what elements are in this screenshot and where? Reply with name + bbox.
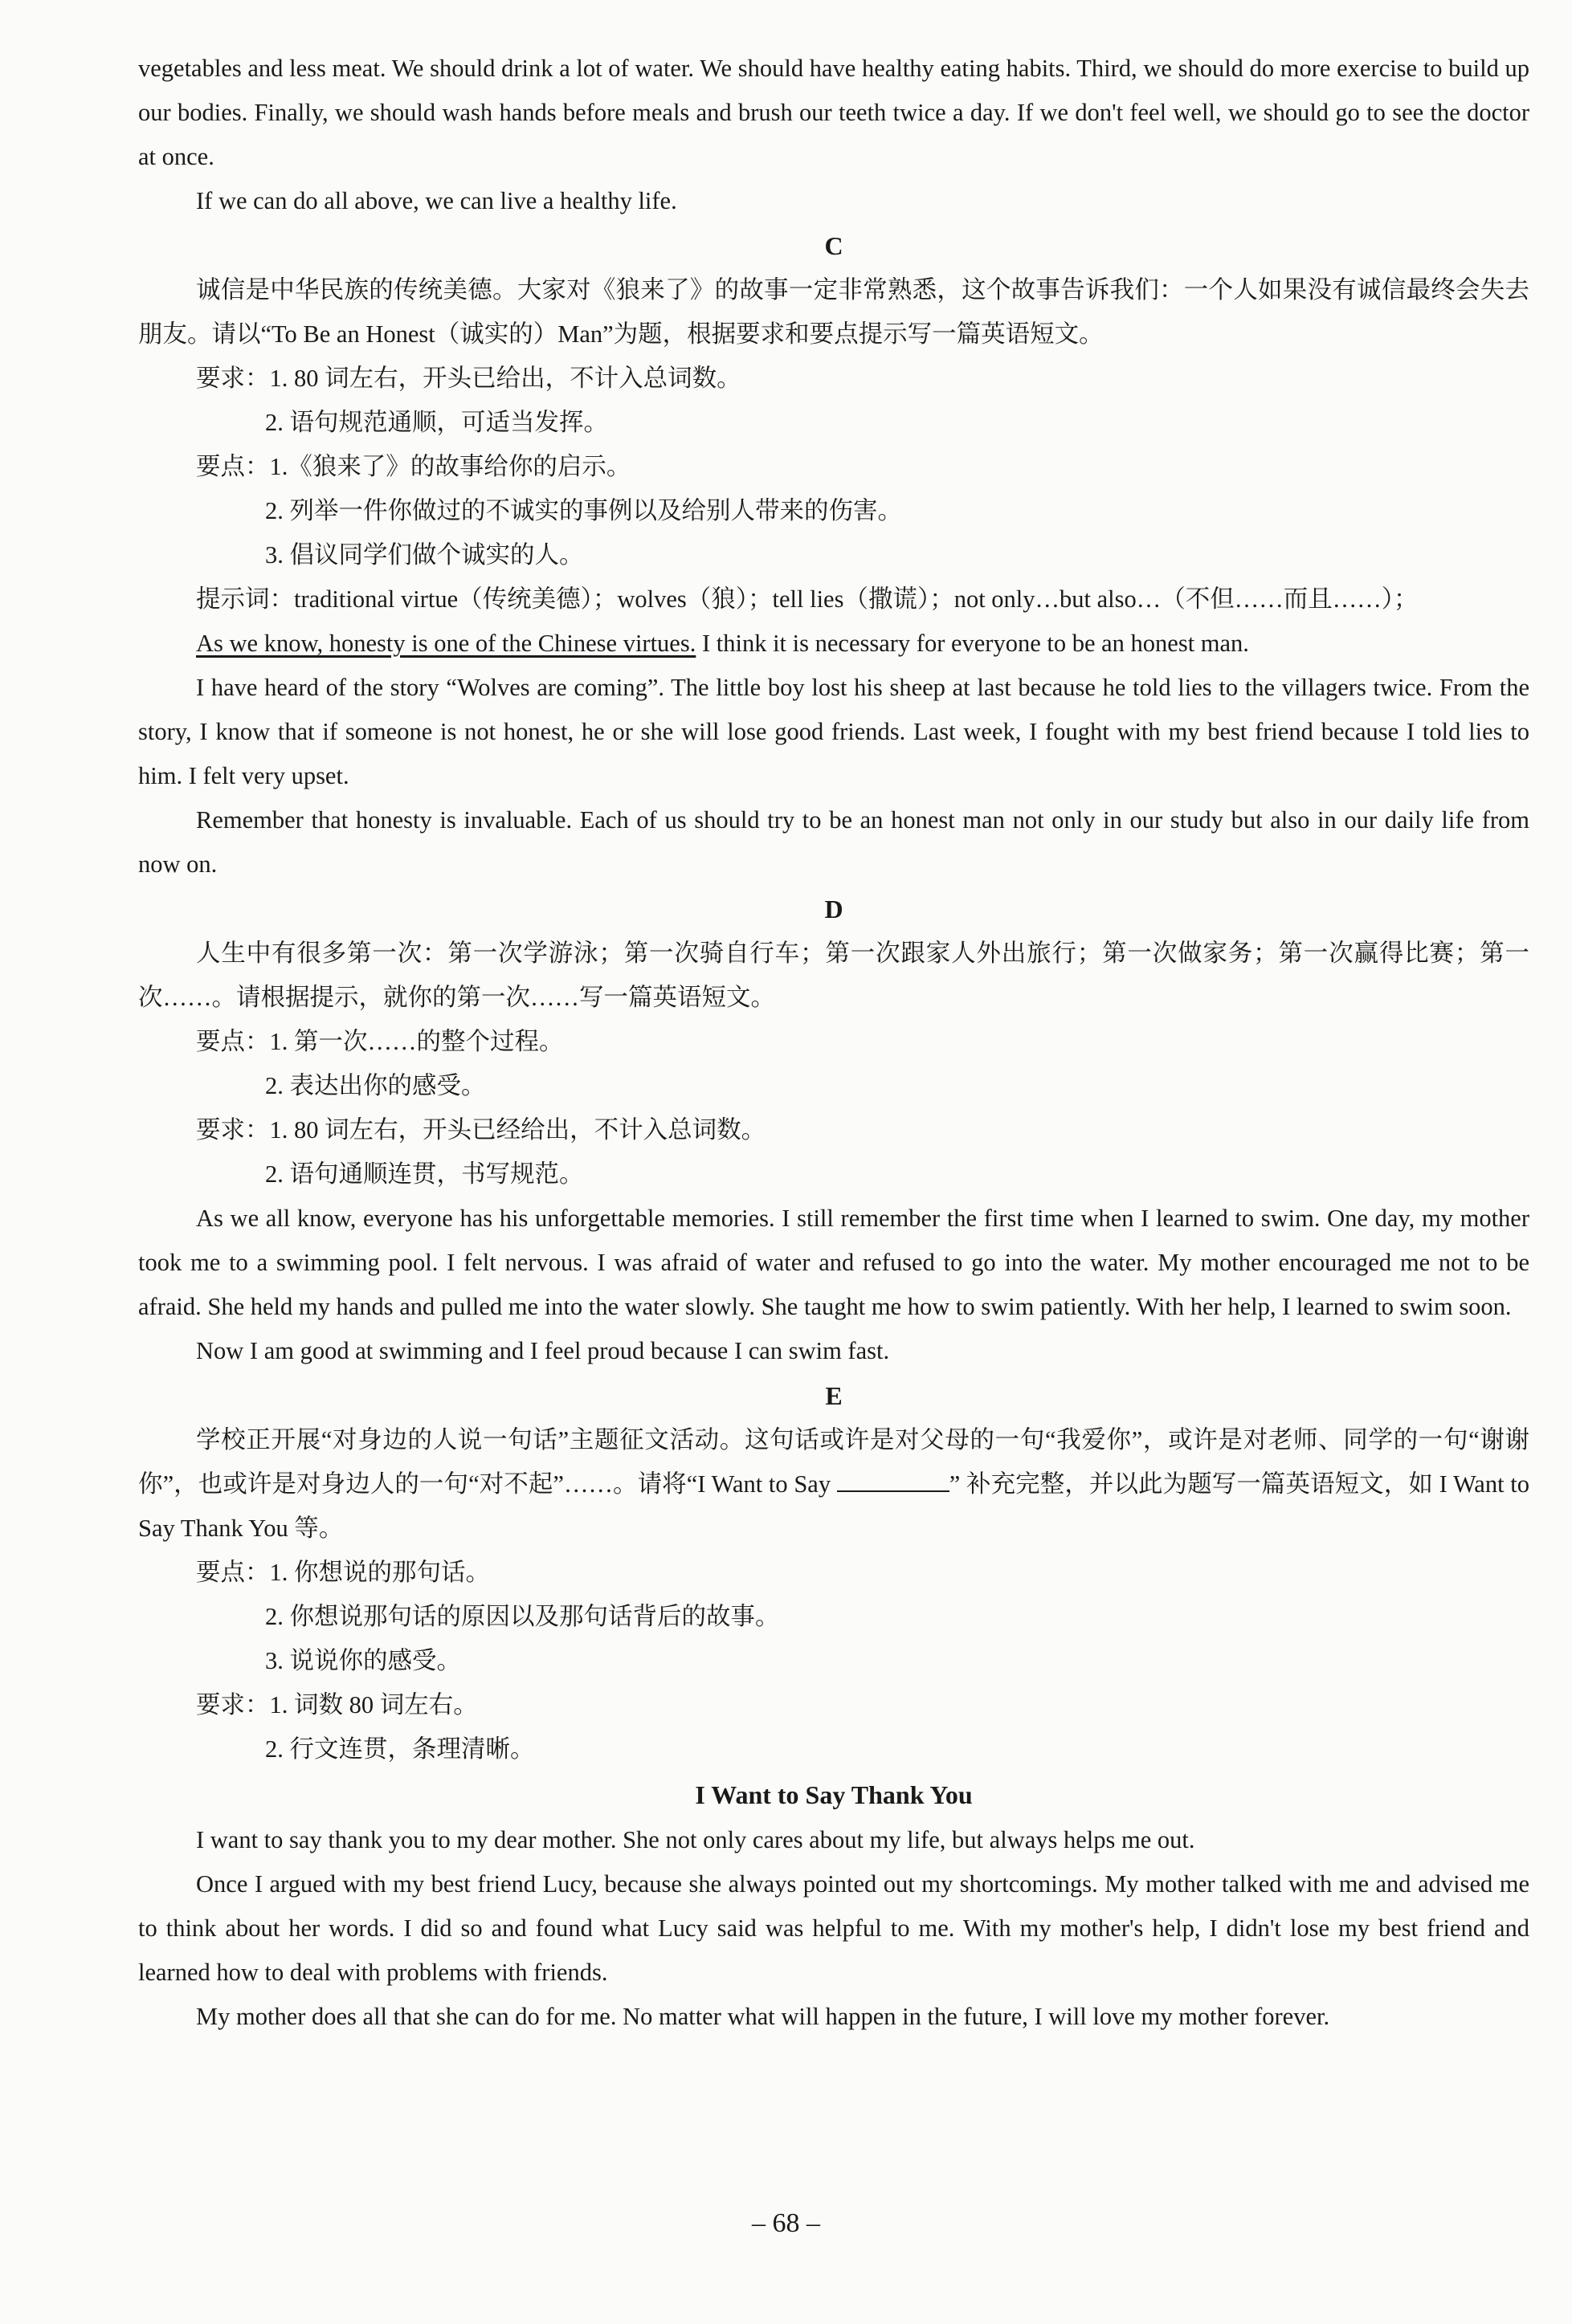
page-number: – 68 – (752, 2208, 820, 2238)
section-d-point-2: 2. 表达出你的感受。 (265, 1072, 486, 1099)
section-e-essay-opening: I want to say thank you to my dear mother. She not only cares about my life, but always helps me out. (196, 1826, 1195, 1853)
section-c-prompt: 诚信是中华民族的传统美德。大家对《狼来了》的故事一定非常熟悉，这个故事告诉我们：一个人如果没有诚信最终会失去朋友。请以“To Be an Honest（诚实的）Man”为题，根据要求和要点提示写一篇英语短文。 (138, 276, 1529, 348)
section-d-point-1: 要点：1. 第一次……的整个过程。 (196, 1028, 564, 1055)
section-c-requirement-2: 2. 语句规范通顺，可适当发挥。 (265, 409, 608, 436)
section-e-point-3: 3. 说说你的感受。 (265, 1647, 461, 1674)
fill-in-blank (837, 1470, 949, 1492)
section-d-requirement-2: 2. 语句通顺连贯，书写规范。 (265, 1160, 584, 1188)
section-d-essay-body: As we all know, everyone has his unforgettable memories. I still remember the first time when I learned to swim. One day, my mother took me to a swimming pool. I felt nervous. I was afraid of water and refused to go into the water. My mother encouraged me not to be afraid. She held my hands and pulled me into the water slowly. She taught me how to swim patiently. With her help, I learned to swim soon. (138, 1205, 1529, 1320)
section-e-essay-ending: My mother does all that she can do for me. No matter what will happen in the future, I will love my mother forever. (196, 2003, 1330, 2030)
section-c-hint-words: 提示词：traditional virtue（传统美德）；wolves（狼）；tell lies（撒谎）；not only…but also…（不但……而且……）； (196, 585, 1419, 613)
section-d-essay-ending: Now I am good at swimming and I feel proud because I can swim fast. (196, 1337, 890, 1364)
section-e-point-1: 要点：1. 你想说的那句话。 (196, 1559, 490, 1586)
intro-paragraph: vegetables and less meat. We should drink a lot of water. We should have healthy eating habits. Third, we should do more exercise to build up our bodies. Finally, we should wash hands before meals and brush our teeth twice a day. If we don't feel well, we should go to see the doctor at once. (138, 55, 1529, 170)
prompt-part-2: ” 补充完整，并以此为题写一篇英语短文，如 I Want to Say Thank You 等。 (138, 1470, 1529, 1542)
opening-continuation: I think it is necessary for everyone to be an honest man. (696, 630, 1249, 657)
section-e-heading: E (825, 1381, 843, 1410)
section-c-point-2: 2. 列举一件你做过的不诚实的事例以及给别人带来的伤害。 (265, 497, 902, 524)
section-d-requirement-1: 要求：1. 80 词左右，开头已经给出，不计入总词数。 (196, 1116, 766, 1144)
section-e-point-2: 2. 你想说那句话的原因以及那句话背后的故事。 (265, 1603, 780, 1630)
section-c-point-3: 3. 倡议同学们做个诚实的人。 (265, 541, 584, 569)
section-c-requirement-1: 要求：1. 80 词左右，开头已给出，不计入总词数。 (196, 365, 741, 392)
section-c-heading: C (824, 231, 843, 260)
prompt-part-1: 学校正开展“对身边的人说一句话”主题征文活动。这句话或许是对父母的一句“我爱你”，或许是对老师、同学的一句“谢谢你”，也或许是对身边人的一句“对不起”……。请将“I Want to Say (138, 1426, 1529, 1498)
section-c-essay-ending: Remember that honesty is invaluable. Each of us should try to be an honest man not only in our study but also in our daily life from now on. (138, 806, 1529, 878)
given-opening-sentence: As we know, honesty is one of the Chinese virtues. (196, 630, 696, 657)
section-d-heading: D (824, 895, 843, 923)
section-e-essay-body: Once I argued with my best friend Lucy, because she always pointed out my shortcomings. My mother talked with me and advised me to think about her words. I did so and found what Lucy said was helpful to me. With my mother's help, I didn't lose my best friend and learned how to deal with problems with friends. (138, 1870, 1529, 1986)
page-content (138, 47, 1529, 2039)
section-e-requirement-2: 2. 行文连贯，条理清晰。 (265, 1735, 535, 1763)
section-c-essay-opening (138, 622, 1529, 666)
section-c-essay-body: I have heard of the story “Wolves are coming”. The little boy lost his sheep at last because he told lies to the villagers twice. From the story, I know that if someone is not honest, he or she will lose good friends. Last week, I fought with my best friend because I told lies to him. I felt very upset. (138, 674, 1529, 789)
section-e-essay-title: I Want to Say Thank You (695, 1780, 973, 1809)
section-e-prompt (138, 1418, 1529, 1551)
section-e-requirement-1: 要求：1. 词数 80 词左右。 (196, 1691, 478, 1719)
intro-conclusion: If we can do all above, we can live a healthy life. (196, 187, 677, 214)
section-d-prompt: 人生中有很多第一次：第一次学游泳；第一次骑自行车；第一次跟家人外出旅行；第一次做家务；第一次赢得比赛；第一次……。请根据提示，就你的第一次……写一篇英语短文。 (138, 940, 1529, 1011)
section-c-point-1: 要点：1.《狼来了》的故事给你的启示。 (196, 453, 631, 480)
